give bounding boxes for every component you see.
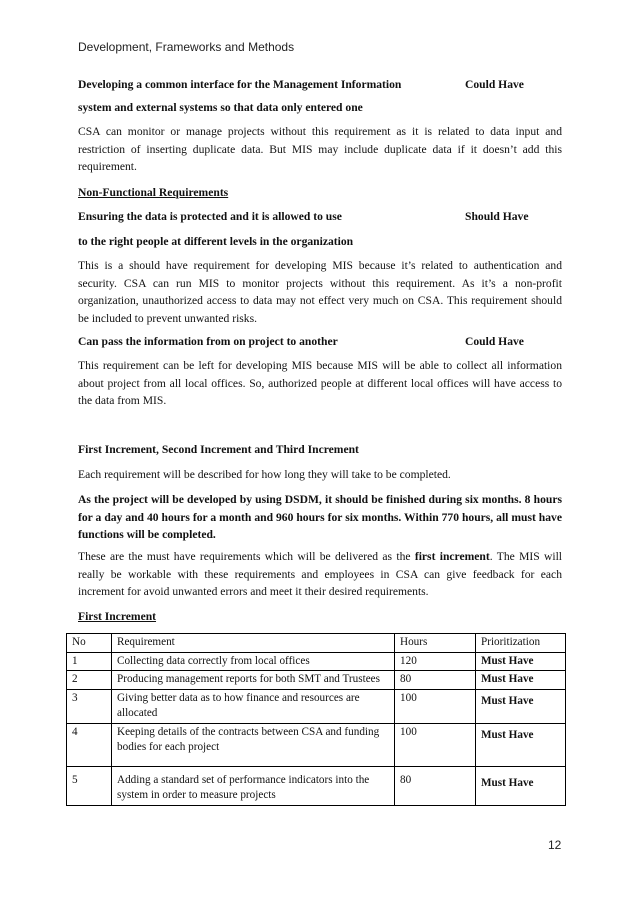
column-header-no: No bbox=[67, 634, 112, 653]
nfr-heading: Non-Functional Requirements bbox=[78, 186, 229, 199]
running-header: Development, Frameworks and Methods bbox=[78, 40, 295, 54]
table-row bbox=[67, 652, 566, 671]
cell-requirement: Adding a standard set of performance indicators into the system in order to measure projects bbox=[112, 766, 395, 805]
cell-requirement: Giving better data as to how finance and resources are allocated bbox=[112, 689, 395, 723]
table-header-row bbox=[67, 634, 566, 653]
cell-hours: 100 bbox=[395, 723, 476, 766]
table-row bbox=[67, 689, 566, 723]
increment-schedule: As the project will be developed by using DSDM, it should be finished during six months. 8 hours for a day and 40 hours for a month and 960 hours for six months. Within 770 hours, all must have functions will be completed. bbox=[78, 493, 562, 541]
table-row bbox=[67, 766, 566, 805]
column-header-hours: Hours bbox=[395, 634, 476, 653]
table-row bbox=[67, 671, 566, 690]
cell-no: 1 bbox=[67, 652, 112, 671]
increment-intro: Each requirement will be described for how long they will take to be completed. bbox=[78, 468, 451, 481]
cell-requirement: Keeping details of the contracts between CSA and funding bodies for each project bbox=[112, 723, 395, 766]
req3-body: This requirement can be left for developing MIS because MIS will be able to collect all information about project from all local offices. So, authorized people at different local offices will have access to the data from MIS. bbox=[78, 359, 562, 407]
increment-heading: First Increment, Second Increment and Third Increment bbox=[78, 443, 359, 456]
req2-body: This is a should have requirement for developing MIS because it’s related to authentication and security. CSA can run MIS to monitor projects without this requirement. As it’s a non-profit organization, unauthorized access to data may not effect very much on CSA. This requirement should be included to prevent unwanted risks. bbox=[78, 259, 562, 325]
cell-no: 5 bbox=[67, 766, 112, 805]
cell-hours: 80 bbox=[395, 671, 476, 690]
cell-priority: Must Have bbox=[476, 689, 566, 723]
column-header-requirement: Requirement bbox=[112, 634, 395, 653]
req2-title-line1: Ensuring the data is protected and it is allowed to use bbox=[78, 210, 342, 223]
first-increment-table bbox=[66, 633, 566, 806]
cell-priority: Must Have bbox=[476, 671, 566, 690]
cell-hours: 100 bbox=[395, 689, 476, 723]
req1-body: CSA can monitor or manage projects without this requirement as it is related to data input and restriction of inserting duplicate data. But MIS may include duplicate data if it doesn’t add this requirement. bbox=[78, 125, 562, 173]
cell-hours: 120 bbox=[395, 652, 476, 671]
req2-priority: Should Have bbox=[465, 210, 529, 223]
req1-priority: Could Have bbox=[465, 78, 524, 91]
req2-title-line2: to the right people at different levels in the organization bbox=[78, 235, 354, 248]
cell-priority: Must Have bbox=[476, 652, 566, 671]
cell-priority: Must Have bbox=[476, 723, 566, 766]
first-increment-heading: First Increment bbox=[78, 610, 157, 623]
cell-requirement: Collecting data correctly from local offices bbox=[112, 652, 395, 671]
cell-requirement: Producing management reports for both SMT and Trustees bbox=[112, 671, 395, 690]
first-increment-emphasis: first increment bbox=[414, 550, 490, 563]
increment-description: These are the must have requirements which will be delivered as the first increment. The MIS will really be workable with these requirements and employees in CSA can give feedback for each increment for avoid unwanted errors and meet it their desired requirements. bbox=[78, 550, 563, 598]
req3-priority: Could Have bbox=[465, 335, 524, 348]
page-number: 12 bbox=[548, 838, 562, 852]
cell-no: 2 bbox=[67, 671, 112, 690]
cell-no: 4 bbox=[67, 723, 112, 766]
cell-no: 3 bbox=[67, 689, 112, 723]
req3-title: Can pass the information from on project to another bbox=[78, 335, 338, 348]
req1-title-line1: Developing a common interface for the Management Information bbox=[78, 78, 402, 91]
column-header-prioritization: Prioritization bbox=[476, 634, 566, 653]
req1-title-line2: system and external systems so that data only entered one bbox=[78, 101, 363, 114]
cell-hours: 80 bbox=[395, 766, 476, 805]
cell-priority: Must Have bbox=[476, 766, 566, 805]
table-row bbox=[67, 723, 566, 766]
